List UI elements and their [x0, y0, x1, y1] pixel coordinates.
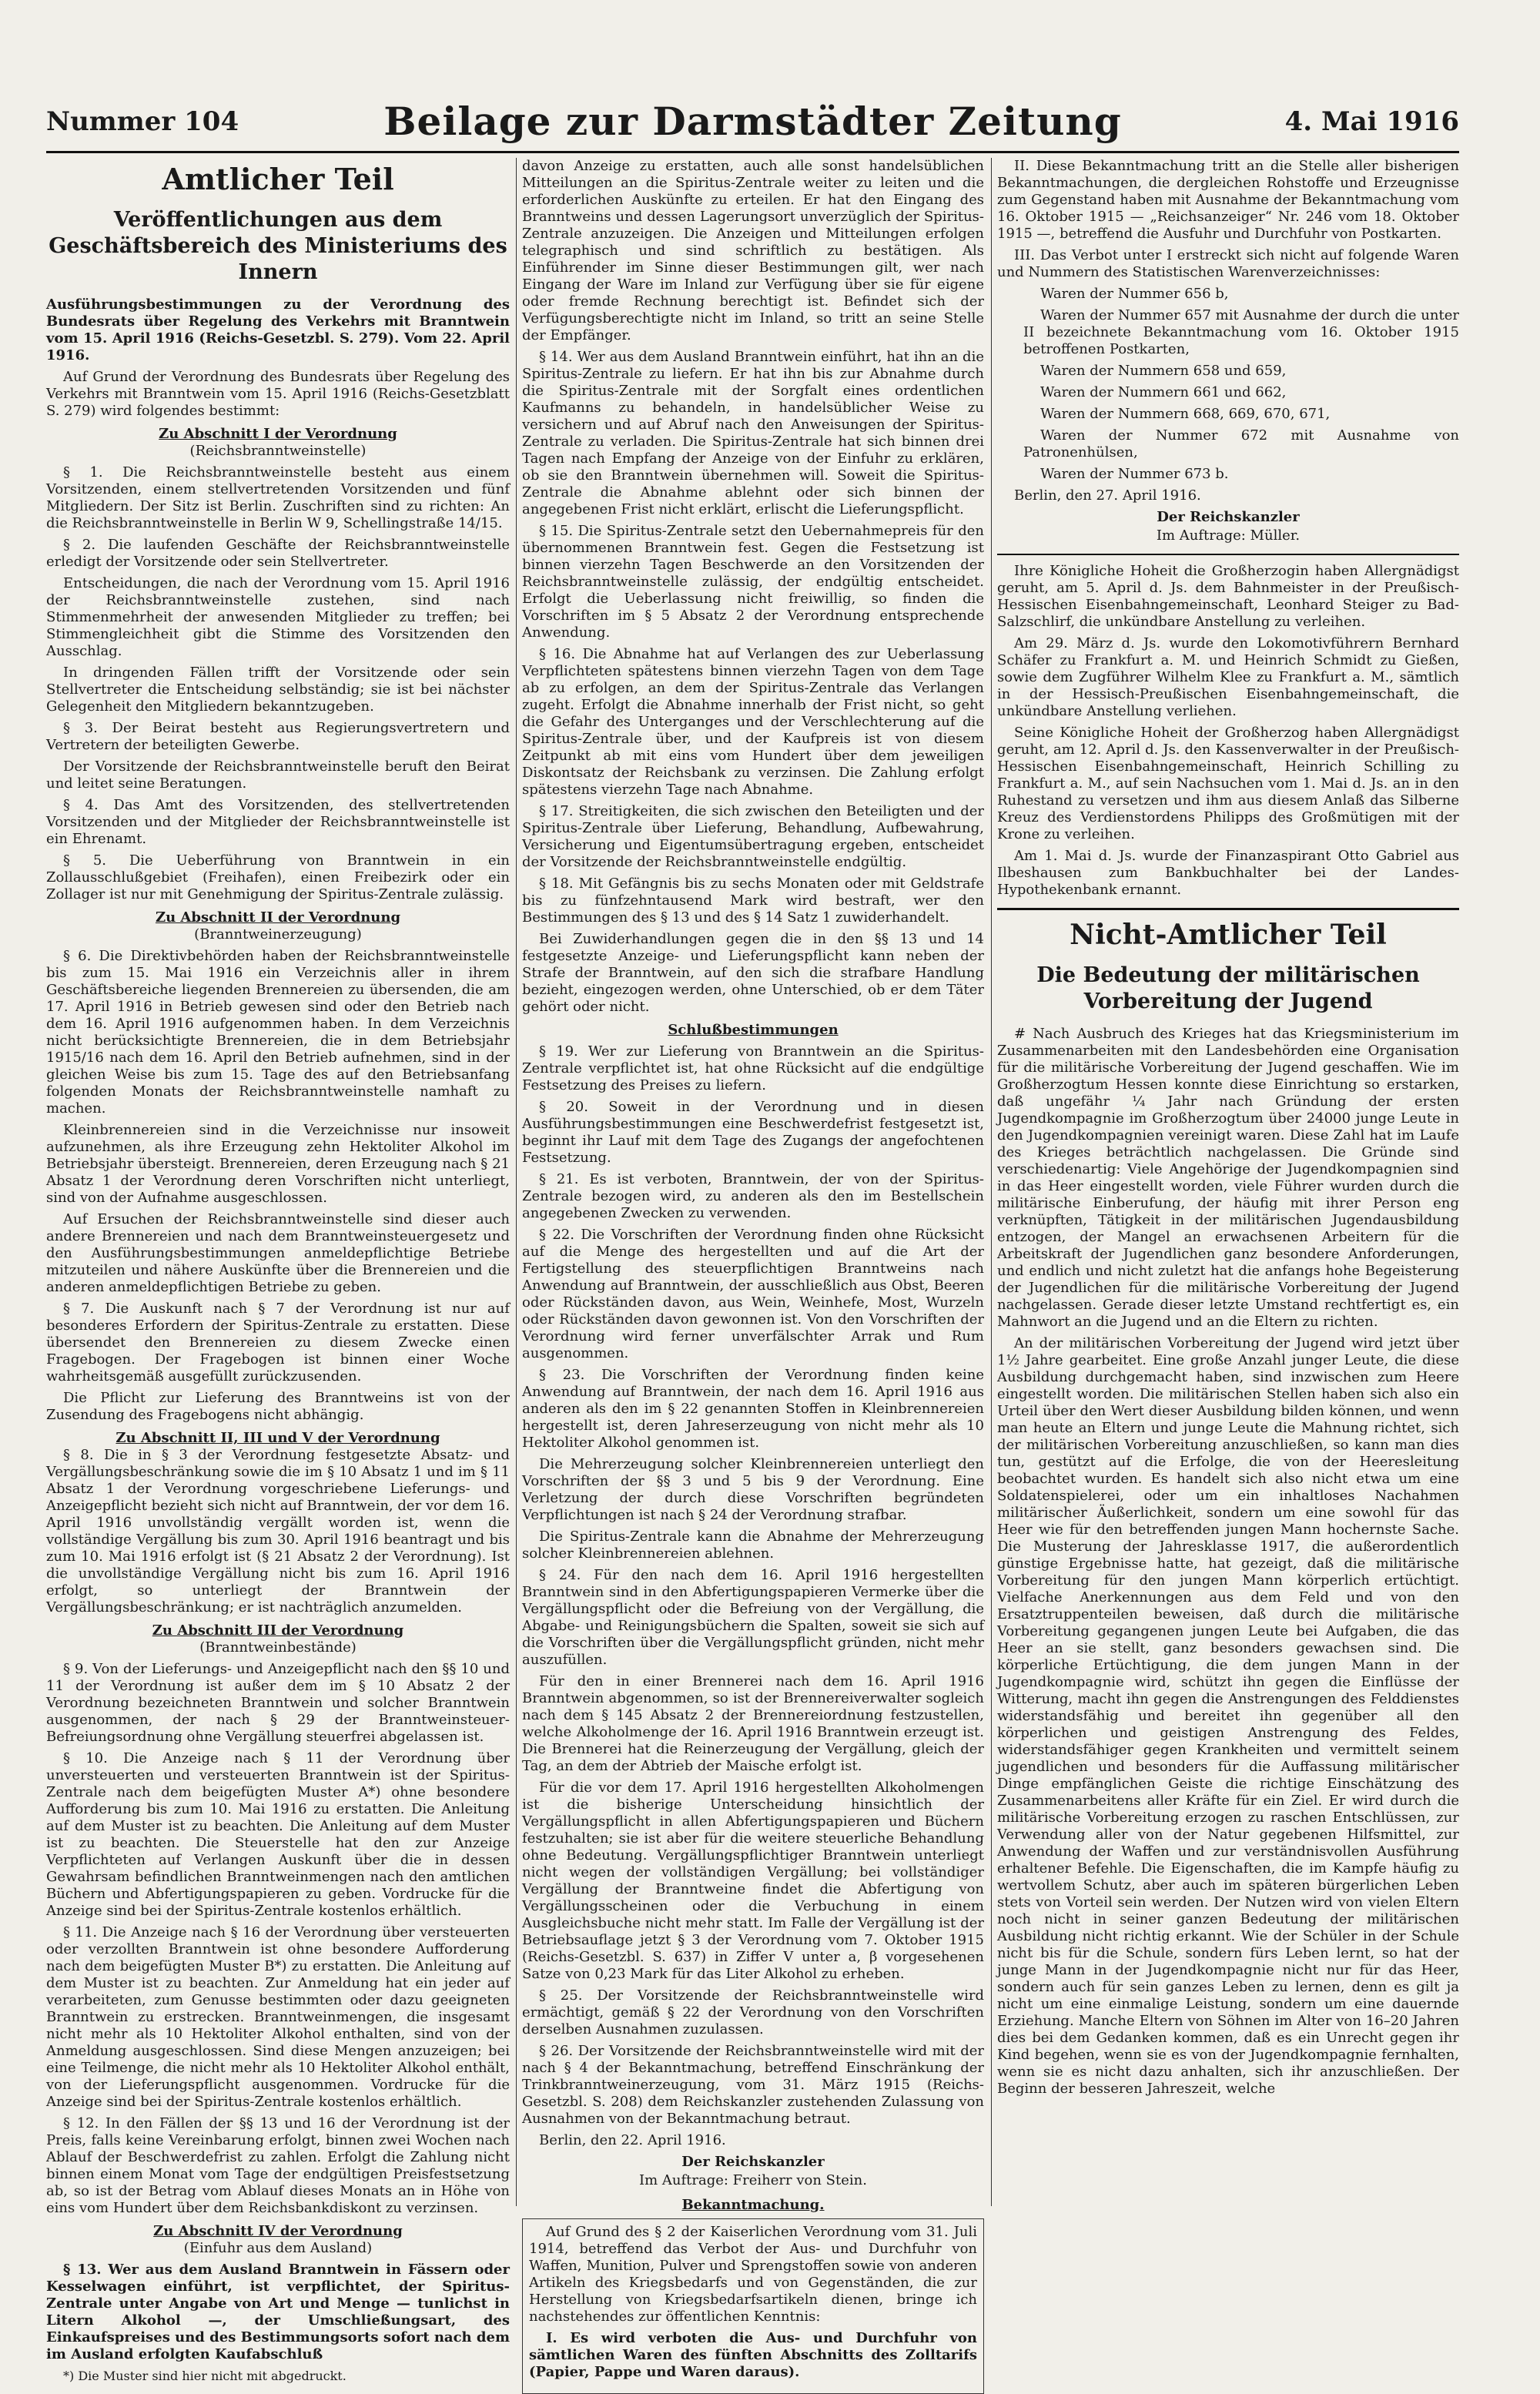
- ministry-subheading: Veröffentlichungen aus dem Geschäftsbereich des Ministeriums des Innern: [49, 208, 507, 284]
- paragraph: § 19. Wer zur Lieferung von Branntwein an die Spiritus-Zentrale verpflichtet ist, hat ohne Rücksicht auf die endgültige Festsetzung des Preises zu liefern.: [522, 1043, 984, 1093]
- masthead: [46, 99, 1459, 145]
- paragraph: An der militärischen Vorbereitung der Jugend wird jetzt über 1½ Jahre gearbeitet. Eine große Anzahl junger Leute, die diese Ausbildung durchgemacht haben, sind inzwischen zum Heere eingestellt worden. Die militärischen Stellen haben sich also ein Urteil über den Wert dieser Ausbildung bilden können, und wenn man heute an Eltern und junge Leute die Mahnung richtet, sich der militärischen Vorbereitung anzuschließen, so kann man dies tun, gestützt auf die Erfolge, die von der Heeresleitung beobachtet wurden. Es handelt sich also nicht etwa um eine Soldatenspielerei, oder um ein inhaltloses Nachahmen militärischer Äußerlichkeit, sondern um eine sowohl für das Heer wie für den betreffenden jungen Mann hochernste Sache. Die Musterung der Jahresklasse 1917, die außerordentlich günstige Ergebnisse hatte, hat gezeigt, daß die militärische Vorbereitung für den jungen Mann körperlich ertüchtigt. Vielfache Anerkennungen aus dem Feld und von den Ersatztruppenteilen beweisen, daß durch die militärische Vorbereitung gegangenen jungen Leute bei Aufgaben, die das Heer an sie stellt, ganz besonders gewachsen sind. Die körperliche Ertüchtigung, die dem jungen Mann in der Jugendkompagnie wird, schützt ihn gegen die Einflüsse der Witterung, macht ihn gegen die Anstrengungen des Felddienstes widerstandsfähig und bereitet ihn gegenüber all den körperlichen und geistigen Anstrengung des Feldes, widerstandsfähiger gegen Krankheiten und vermittelt seinem jugendlichen und besonders für die Auffassung militärischer Dinge empfänglichen Geiste die richtige Einschätzung des Zusammenarbeitens aller Kräfte für ein Ziel. Er wird durch die militärische Vorbereitung erzogen zu raschen Entschlüssen, zur Verwendung aller von der Natur gegebenen Hilfsmittel, zur Anwendung der Waffen und zur verständnisvollen Ausführung erhaltener Befehle. Die Eigenschaften, die im Kampfe häufig zu wertvollem Schutz, aber auch im späteren bürgerlichen Leben stets von Vorteil sein werden. Der Nutzen wird von vielen Eltern noch nicht in seiner ganzen Bedeutung der militärischen Ausbildung nicht richtig erkannt. Wie der Schüler in der Schule nicht bis für die Schule, sondern fürs Leben lernt, so hat der junge Mann in der Jugendkompagnie nicht nur für das Heer, sondern auch für sein ganzes Leben zu lernen, denn es gilt ja nicht um eine einmalige Leistung, sondern um eine dauernde Erziehung. Manche Eltern von Söhnen im Alter von 16–20 Jahren dies bei dem Gedanken kommen, daß es ein Unrecht gegen ihr Kind begehen, wenn sie es von der Jugendkompagnie fernhalten, wenn sie es nicht dazu anhalten, sich ihr anzuschließen. Der Beginn der besseren Jahreszeit, welche: [997, 1335, 1459, 2097]
- paragraph: Entscheidungen, die nach der Verordnung vom 15. April 1916 der Reichsbranntweinstelle zustehen, sind nach Stimmenmehrheit der anwesenden Mitglieder zu treffen; bei Stimmengleichheit gibt die Stimme des Vorsitzenden den Ausschlag.: [46, 575, 510, 659]
- paragraph: I. Es wird verboten die Aus- und Durchfuhr von sämtlichen Waren des fünften Abschnitts des Zolltarifs (Papier, Pappe und Waren daraus).: [529, 2330, 977, 2380]
- paragraph: § 4. Das Amt des Vorsitzenden, des stellvertretenden Vorsitzenden und der Mitglieder der Reichsbranntweinstelle ist ein Ehrenamt.: [46, 797, 510, 847]
- divider: [997, 908, 1459, 910]
- paragraph: § 25. Der Vorsitzende der Reichsbranntweinstelle wird ermächtigt, gemäß § 22 der Verordnung von den Vorschriften derselben Ausnahmen zuzulassen.: [522, 1987, 984, 2037]
- column-2: [522, 158, 984, 2380]
- paragraph: Die Spiritus-Zentrale kann die Abnahme der Mehrerzeugung solcher Kleinbrennereien ablehnen.: [522, 1528, 984, 1562]
- paragraph: § 14. Wer aus dem Ausland Branntwein einführt, hat ihn an die Spiritus-Zentrale zu liefern. Er hat ihn bis zur Abnahme durch die Spiritus-Zentrale mit der Sorgfalt eines ordentlichen Kaufmanns zu behandeln, in handelsüblicher Weise zu versichern und auf Abruf nach den Anweisungen der Spiritus-Zentrale zu verladen. Die Spiritus-Zentrale hat sich binnen drei Tagen nach Empfang der Anzeige von der Einfuhr zu erklären, ob sie den Branntwein übernehmen will. Soweit die Spiritus-Zentrale die Abnahme ablehnt oder sich binnen der angegebenen Frist nicht erklärt, erlischt die Lieferungspflicht.: [522, 349, 984, 517]
- paragraph: § 3. Der Beirat besteht aus Regierungsvertretern und Vertretern der beteiligten Gewerbe.: [46, 720, 510, 753]
- paragraph: § 2. Die laufenden Geschäfte der Reichsbranntweinstelle erledigt der Vorsitzende oder sein Stellvertreter.: [46, 537, 510, 570]
- paragraph: Am 1. Mai d. Js. wurde der Finanzaspirant Otto Gabriel aus Ilbeshausen zum Bankbuchhalter bei der Landes-Hypothekenbank ernannt.: [997, 848, 1459, 898]
- paragraph: Für die vor dem 17. April 1916 hergestellten Alkoholmengen ist die bisherige Unterscheidung hinsichtlich der Vergällungspflicht in allen Abfertigungspapieren und Büchern festzuhalten; sie ist aber für die weitere steuerliche Behandlung ohne Bedeutung. Vergällungspflichtiger Branntwein unterliegt nicht wegen der vollständigen Vergällung; bei vollständiger Vergällung der Branntweine findet die Abfertigung von Vergällungsscheinen oder die Verbuchung in einem Ausgleichsbuche nicht mehr statt. Im Falle der Vergällung ist der Betriebsauflage jetzt § 3 der Verordnung vom 7. Oktober 1915 (Reichs-Gesetzbl. S. 637) in Ziffer V unter a, β vorgesehenen Satze von 0,23 Mark für das Liter Alkohol zu erheben.: [522, 1780, 984, 1982]
- paragraph: § 1. Die Reichsbranntweinstelle besteht aus einem Vorsitzenden, einem stellvertretenden Vorsitzenden und fünf Mitgliedern. Der Sitz ist Berlin. Zuschriften sind zu richten: An die Reichsbranntweinstelle in Berlin W 9, Schellingstraße 14/15.: [46, 464, 510, 531]
- list-item: Waren der Nummern 661 und 662,: [1040, 384, 1287, 400]
- paragraph: § 8. Die in § 3 der Verordnung festgesetzte Absatz- und Vergällungsbeschränkung sowie die im § 10 Absatz 1 und im § 11 Absatz 1 der Verordnung vorgeschriebene Lieferungs- und Anzeigepflicht bezieht sich nicht auf Branntwein, der vor dem 16. April 1916 unvollständig vergällt worden ist, wenn die vollständige Vergällung bis zum 30. April 1916 beantragt und bis zum 10. Mai 1916 erfolgt ist (§ 21 Absatz 2 der Verordnung). Ist die unvollständige Vergällung nicht bis zum 16. April 1916 erfolgt, so unterliegt der Branntwein der Vergällungsbeschränkung; er ist nachträglich anzumelden.: [46, 1447, 510, 1616]
- paragraph: § 10. Die Anzeige nach § 11 der Verordnung über unversteuerten und versteuerten Branntwein ist der Spiritus-Zentrale nach dem beigefügten Muster A*) ohne besondere Aufforderung bis zum 10. Mai 1916 zu erstatten. Die Anleitung auf dem Muster ist zu beachten. Die Anleitung auf dem Muster ist zu beachten. Die Steuerstelle hat den zur Anzeige Verpflichteten auf Verlangen Auskunft über die in dessen Gewahrsam befindlichen Branntweinmengen nach den amtlichen Büchern und Abfertigungspapieren zu geben. Vordrucke für die Anzeige sind bei der Spiritus-Zentrale kostenlos erhältlich.: [46, 1750, 510, 1919]
- paragraph: Am 29. März d. Js. wurde den Lokomotivführern Bernhard Schäfer zu Frankfurt a. M. und Heinrich Schmidt zu Gießen, sowie dem Zugführer Wilhelm Klee zu Frankfurt a. M., sämtlich in der Hessisch-Preußischen Eisenbahngemeinschaft, die unkündbare Anstellung verliehen.: [997, 635, 1459, 719]
- section-title: Schlußbestimmungen: [668, 1022, 839, 1038]
- divider: [997, 554, 1459, 555]
- paragraph: Die Pflicht zur Lieferung des Branntweins ist von der Zusendung des Fragebogens nicht abhängig.: [46, 1390, 510, 1423]
- signature-title: Der Reichskanzler: [681, 2154, 825, 2170]
- section-title: Zu Abschnitt II, III und V der Verordnung: [116, 1430, 440, 1446]
- paragraph: § 7. Die Auskunft nach § 7 der Verordnung ist nur auf besonderes Erfordern der Spiritus-Zentrale zu erstatten. Diese übersendet den Brennereien zu diesem Zwecke einen Fragebogen. Der Fragebogen ist binnen einer Woche wahrheitsgemäß ausgefüllt zurückzusenden.: [46, 1301, 510, 1385]
- paragraph: III. Das Verbot unter I erstreckt sich nicht auf folgende Waren und Nummern des Statistischen Warenverzeichnisses:: [997, 247, 1459, 280]
- paragraph: In dringenden Fällen trifft der Vorsitzende oder sein Stellvertreter die Entscheidung selbständig; sie ist bei nächster Gelegenheit den Mitgliedern bekanntzugeben.: [46, 665, 510, 715]
- section-title: Zu Abschnitt IV der Verordnung: [153, 2223, 403, 2239]
- paragraph: Für den in einer Brennerei nach dem 16. April 1916 Branntwein abgenommen, so ist der Brennereiverwalter sogleich nach dem § 145 Absatz 2 der Brennereiordnung festzustellen, welche Alkoholmenge der 16. April 1916 Branntwein erzeugt ist. Die Brennerei hat die Reinerzeugung der Vergällung, gleich der Tag, an dem der Abtrieb der Maische erfolgt ist.: [522, 1673, 984, 1774]
- paragraph: § 23. Die Vorschriften der Verordnung finden keine Anwendung auf Branntwein, der nach dem 16. April 1916 aus anderen als den im § 22 genannten Stoffen in Kleinbrennereien hergestellt ist, deren Jahreserzeugung von nicht mehr als 10 Hektoliter Alkohol genommen ist.: [522, 1367, 984, 1451]
- paragraph: § 12. In den Fällen der §§ 13 und 16 der Verordnung ist der Preis, falls keine Vereinbarung erfolgt, binnen zwei Wochen nach Ablauf der Beschwerdefrist zu zahlen. Erfolgt die Zahlung nicht binnen einem Monat vom Tage der endgültigen Preisfestsetzung ab, so ist der Betrag vom Ablauf dieses Monats an in Höhe von eins vom Hundert über dem Reichsbankdiskont zu verzinsen.: [46, 2115, 510, 2216]
- paragraph: § 26. Der Vorsitzende der Reichsbranntweinstelle wird mit der nach § 4 der Bekanntmachung, betreffend Einschränkung der Trinkbranntweinerzeugung, vom 31. März 1915 (Reichs-Gesetzbl. S. 208) dem Reichskanzler zustehenden Zulassung von Ausnahmen von der Bekanntmachung betraut.: [522, 2043, 984, 2127]
- paragraph: § 9. Von der Lieferungs- und Anzeigepflicht nach den §§ 10 und 11 der Verordnung ist außer dem im § 10 Absatz 2 der Verordnung bezeichneten Branntwein und solcher Branntwein ausgenommen, der nach § 29 der Branntweinsteuer-Befreiungsordnung ohne Vergällung steuerfrei abgelassen ist.: [46, 1661, 510, 1745]
- issue-number: Nummer 104: [46, 106, 239, 137]
- paragraph: § 15. Die Spiritus-Zentrale setzt den Uebernahmepreis für den übernommenen Branntwein fest. Gegen die Festsetzung ist binnen vierzehn Tagen Beschwerde an den Vorsitzenden der Reichsbranntweinstelle zulässig, der endgültig entscheidet. Erfolgt die Ueberlassung nicht freiwillig, so finden die Vorschriften im § 5 Absatz 2 der Verordnung entsprechende Anwendung.: [522, 523, 984, 641]
- decree-intro: Ausführungsbestimmungen zu der Verordnung des Bundesrats über Regelung des Verkehrs mit Branntwein vom 15. April 1916 (Reichs-Gesetzbl. S. 279). Vom 22. April 1916.: [46, 296, 510, 363]
- paragraph: § 5. Die Ueberführung von Branntwein in ein Zollausschlußgebiet (Freihafen), einen Freibezirk oder ein Zollager ist nur mit Genehmigung der Spiritus-Zentrale zulässig.: [46, 852, 510, 902]
- list-item: Waren der Nummern 668, 669, 670, 671,: [1040, 406, 1331, 422]
- paragraph: § 6. Die Direktivbehörden haben der Reichsbranntweinstelle bis zum 15. Mai 1916 ein Verzeichnis aller in ihrem Geschäftsbereiche liegenden Brennereien zu übersenden, die am 17. April 1916 in Betrieb gewesen sind oder den Betrieb nach dem 16. April 1916 aufgenommen haben. In dem Verzeichnis nicht berücksichtigte Brennereien, die in dem Betriebsjahr 1915/16 nach dem 16. April den Betrieb aufnehmen, sind in der gleichen Weise bis zum 15. Tage des auf den Betriebsanfang folgenden Monats der Reichsbranntweinstelle namhaft zu machen.: [46, 948, 510, 1117]
- list-item: Waren der Nummer 657 mit Ausnahme der durch die unter II bezeichnete Bekanntmachung vom 16. Oktober 1915 betroffenen Postkarten,: [1023, 307, 1459, 357]
- column-divider: [516, 158, 517, 2206]
- paragraph: davon Anzeige zu erstatten, auch alle sonst handelsüblichen Mitteilungen an die Spiritus-Zentrale weiter zu leiten und die erforderlichen Auskünfte zu erteilen. Er hat den Eingang des Branntweins und dessen Lagerungsort unverzüglich der Spiritus-Zentrale anzuzeigen. Die Anzeigen und Mitteilungen erfolgen telegraphisch und sind schriftlich zu bestätigen. Als Einführender im Sinne dieser Bestimmungen gilt, wer nach Eingang der Ware im Inland zur Verfügung über sie für eigene oder fremde Rechnung berechtigt ist. Befindet sich der Verfügungsberechtigte nicht im Inland, so tritt an seine Stelle der Empfänger.: [522, 158, 984, 343]
- paragraph: § 11. Die Anzeige nach § 16 der Verordnung über versteuerten oder verzollten Branntwein ist ohne besondere Aufforderung nach dem beigefügten Muster B*) zu erstatten. Die Anleitung auf dem Muster ist zu beachten. Zur Anmeldung hat ein jeder auf verarbeiteten, zum Genusse bestimmten oder dazu geeigneten Branntwein zu erstrecken. Branntweinmengen, die insgesamt nicht mehr als 10 Hektoliter Alkohol enthalten, sind von der Anmeldung ausgeschlossen. Sind diese Mengen anzuzeigen; bei eine Teilmenge, die nicht mehr als 10 Hektoliter Alkohol enthält, von der Lieferungspflicht ausgenommen. Vordrucke für die Anzeige sind bei der Spiritus-Zentrale kostenlos erhältlich.: [46, 1924, 510, 2110]
- paragraph: Auf Ersuchen der Reichsbranntweinstelle sind dieser auch andere Brennereien und nach dem Branntweinsteuergesetz und den Ausführungsbestimmungen anmeldepflichtige Betriebe mitzuteilen und nähere Auskünfte über die Brennereien und die anderen anmeldepflichtigen Betriebe zu geben.: [46, 1211, 510, 1295]
- place-date: Berlin, den 22. April 1916.: [539, 2132, 726, 2148]
- notice-title: Bekanntmachung.: [681, 2197, 825, 2213]
- column-divider: [991, 158, 992, 2206]
- section-title: Zu Abschnitt III der Verordnung: [152, 1622, 404, 1639]
- section-heading-nicht-amtlich: Nicht-Amtlicher Teil: [1070, 919, 1387, 951]
- paragraph: § 24. Für den nach dem 16. April 1916 hergestellten Branntwein sind in den Abfertigungspapieren Vermerke über die Vergällungspflicht oder die Befreiung von der Vergällung, die Abgabe- und Reinigungsbüchern die Spalten, soweit sie sich auf die Vorschriften über die Vergällungspflicht gründen, nicht mehr auszufüllen.: [522, 1567, 984, 1668]
- paragraph: § 16. Die Abnahme hat auf Verlangen des zur Ueberlassung Verpflichteten spätestens binnen vierzehn Tagen von dem Tage ab zu erfolgen, an dem der Spiritus-Zentrale das Verlangen zugeht. Erfolgt die Abnahme innerhalb der Frist nicht, so geht die Gefahr des Unterganges und der Verschlechterung auf die Spiritus-Zentrale über, und der Kaufpreis ist von diesem Zeitpunkt ab mit eins vom Hundert über dem jeweiligen Diskontsatz der Reichsbank zu verzinsen. Die Zahlung erfolgt spätestens vierzehn Tage nach Abnahme.: [522, 646, 984, 798]
- list-item: Waren der Nummern 658 und 659,: [1040, 363, 1287, 379]
- section-subtitle: (Branntweinbestände): [199, 1639, 357, 1656]
- paragraph: Bei Zuwiderhandlungen gegen die in den §§ 13 und 14 festgesetzte Anzeige- und Lieferungspflicht kann neben der Strafe der Branntwein, auf den sich die strafbare Handlung bezieht, eingezogen werden, ohne Unterschied, ob er dem Täter gehört oder nicht.: [522, 931, 984, 1015]
- paragraph: II. Diese Bekanntmachung tritt an die Stelle aller bisherigen Bekanntmachungen, die dergleichen Rohstoffe und Erzeugnisse zum Gegenstand haben mit Ausnahme der Bekanntmachung vom 16. Oktober 1915 — „Reichsanzeiger“ Nr. 246 vom 18. Oktober 1915 —, betreffend die Ausfuhr und Durchfuhr von Postkarten.: [997, 158, 1459, 242]
- paragraph: Auf Grund der Verordnung des Bundesrats über Regelung des Verkehrs mit Branntwein vom 15. April 1916 (Reichs-Gesetzblatt S. 279) wird folgendes bestimmt:: [46, 369, 510, 419]
- signature-title: Der Reichskanzler: [1157, 509, 1300, 525]
- section-subtitle: (Branntweinerzeugung): [194, 926, 362, 943]
- article-title: Die Bedeutung der militärischen Vorbereitung der Jugend: [1036, 963, 1420, 1013]
- paragraph: § 13. Wer aus dem Ausland Branntwein in Fässern oder Kesselwagen einführt, ist verpflichtet, der Spiritus-Zentrale unter Angabe von Art und Menge — tunlichst in Litern Alkohol —, der Umschließungsart, des Einkaufspreises und des Bestimmungsorts sofort nach dem im Ausland erfolgten Kaufabschluß: [46, 2262, 510, 2362]
- newspaper-title: Beilage zur Darmstädter Zeitung: [383, 99, 1122, 144]
- boxed-notice: [522, 2218, 984, 2394]
- paragraph: Die Mehrerzeugung solcher Kleinbrennereien unterliegt den Vorschriften der §§ 3 und 5 bis 9 der Verordnung. Eine Verletzung der durch diese Vorschriften begründeten Verpflichtungen ist nach § 24 der Verordnung strafbar.: [522, 1456, 984, 1523]
- paragraph: § 21. Es ist verboten, Branntwein, der von der Spiritus-Zentrale bezogen wird, zu anderen als den im Bestellschein angegebenen Zwecken zu verwenden.: [522, 1171, 984, 1221]
- paragraph: § 17. Streitigkeiten, die sich zwischen den Beteiligten und der Spiritus-Zentrale über Lieferung, Behandlung, Aufbewahrung, Versicherung und Eigentumsübertragung ergeben, entscheidet der Vorsitzende der Reichsbranntweinstelle endgültig.: [522, 803, 984, 870]
- section-heading-amtlich: Amtlicher Teil: [162, 162, 394, 196]
- list-item: Waren der Nummer 656 b,: [1040, 286, 1229, 302]
- signature-name: Im Auftrage: Müller.: [1156, 527, 1301, 544]
- paragraph: Ihre Königliche Hoheit die Großherzogin haben Allergnädigst geruht, am 5. April d. Js. dem Bahnmeister in der Preußisch-Hessischen Eisenbahngemeinschaft, Leonhard Steiger zu Bad-Salzschlirf, die unkündbare Anstellung zu verleihen.: [997, 563, 1459, 630]
- paragraph: Auf Grund des § 2 der Kaiserlichen Verordnung vom 31. Juli 1914, betreffend das Verbot der Aus- und Durchfuhr von Waffen, Munition, Pulver und Sprengstoffen sowie von anderen Artikeln des Kriegsbedarfs und von Gegenständen, die zur Herstellung von Kriegsbedarfsartikeln dienen, bringe ich nachstehendes zur öffentlichen Kenntnis:: [529, 2224, 977, 2325]
- paragraph: § 18. Mit Gefängnis bis zu sechs Monaten oder mit Geldstrafe bis zu fünfzehntausend Mark wird bestraft, wer den Bestimmungen des § 13 und des § 14 Satz 1 zuwiderhandelt.: [522, 876, 984, 926]
- paragraph: Seine Königliche Hoheit der Großherzog haben Allergnädigst geruht, am 12. April d. Js. den Kassenverwalter in der Preußisch-Hessischen Eisenbahngemeinschaft, Heinrich Schilling zu Frankfurt a. M., auf sein Nachsuchen vom 1. Mai d. Js. an in den Ruhestand zu versetzen und ihm aus diesem Anlaß das Silberne Kreuz des Verdienstordens Philipps des Großmütigen mit der Krone zu verleihen.: [997, 725, 1459, 842]
- section-title: Zu Abschnitt I der Verordnung: [159, 426, 397, 442]
- paragraph: Kleinbrennereien sind in die Verzeichnisse nur insoweit aufzunehmen, als ihre Erzeugung zehn Hektoliter Alkohol im Betriebsjahr übersteigt. Brennereien, deren Erzeugung nach § 21 Absatz 1 der Verordnung deren Vorschriften nicht unterliegt, sind von der Aufnahme ausgeschlossen.: [46, 1122, 510, 1206]
- list-item: Waren der Nummer 673 b.: [1040, 466, 1229, 482]
- place-date: Berlin, den 27. April 1916.: [1014, 487, 1201, 504]
- paragraph: § 20. Soweit in der Verordnung und in diesen Ausführungsbestimmungen eine Beschwerdefrist festgesetzt ist, beginnt ihr Lauf mit dem Tage des Zugangs der angefochtenen Festsetzung.: [522, 1099, 984, 1166]
- signature-name: Im Auftrage: Freiherr von Stein.: [639, 2172, 867, 2188]
- column-3: [997, 158, 1459, 2210]
- section-subtitle: (Reichsbranntweinstelle): [189, 443, 367, 459]
- masthead-rule: [46, 151, 1459, 153]
- goods-list: [997, 286, 1459, 483]
- footnote: *) Die Muster sind hier nicht mit abgedruckt.: [63, 2369, 346, 2383]
- column-1: [46, 158, 510, 2383]
- issue-date: 4. Mai 1916: [1284, 106, 1459, 137]
- section-subtitle: (Einfuhr aus dem Ausland): [183, 2240, 373, 2256]
- list-item: Waren der Nummer 672 mit Ausnahme von Patronenhülsen,: [1023, 427, 1459, 460]
- paragraph: § 22. Die Vorschriften der Verordnung finden ohne Rücksicht auf die Menge des hergestellten und auf die Art der Fertigstellung des steuerpflichtigen Branntweins nach Anwendung auf Branntwein, der ausschließlich aus Obst, Beeren oder Rückständen davon, aus Wein, Weinhefe, Most, Wurzeln oder Rückständen davon gewonnen ist. Von den Vorschriften der Verordnung wird ferner unverfälschter Arrak und Rum ausgenommen.: [522, 1227, 984, 1361]
- section-title: Zu Abschnitt II der Verordnung: [155, 909, 401, 926]
- paragraph: # Nach Ausbruch des Krieges hat das Kriegsministerium im Zusammenarbeiten mit den Landesbehörden eine Organisation für die militärische Vorbereitung der Jugend geschaffen. Wie im Großherzogtum Hessen konnte diese Einrichtung so erstarken, daß ungefähr ¼ Jahr nach Gründung der ersten Jugendkompagnie im Großherzogtum über 24000 junge Leute in den Jugendkompagnien vereinigt waren. Diese Zahl hat im Laufe des Krieges beträchtlich nachgelassen. Die Gründe sind verschiedenartig: Viele Angehörige der Jugendkompagnien sind in das Heer eingestellt worden, viele Führer wurden durch die militärische Einberufung, der häufig mit ihrer Person eng verknüpften, Tätigkeit in der militärischen Jugendausbildung entzogen, der Mangel an erwachsenen Arbeitern für die Arbeitskraft der Jugendlichen ganz besondere Anforderungen, und endlich und nicht zuletzt hat die anfangs hohe Begeisterung der Jugendlichen für die militärische Vorbereitung der Jugend nachgelassen. Gerade dieser letzte Umstand rechtfertigt es, ein Mahnwort an die Jugend und an die Eltern zu richten.: [997, 1026, 1459, 1330]
- paragraph: Der Vorsitzende der Reichsbranntweinstelle beruft den Beirat und leitet seine Beratungen.: [46, 758, 510, 792]
